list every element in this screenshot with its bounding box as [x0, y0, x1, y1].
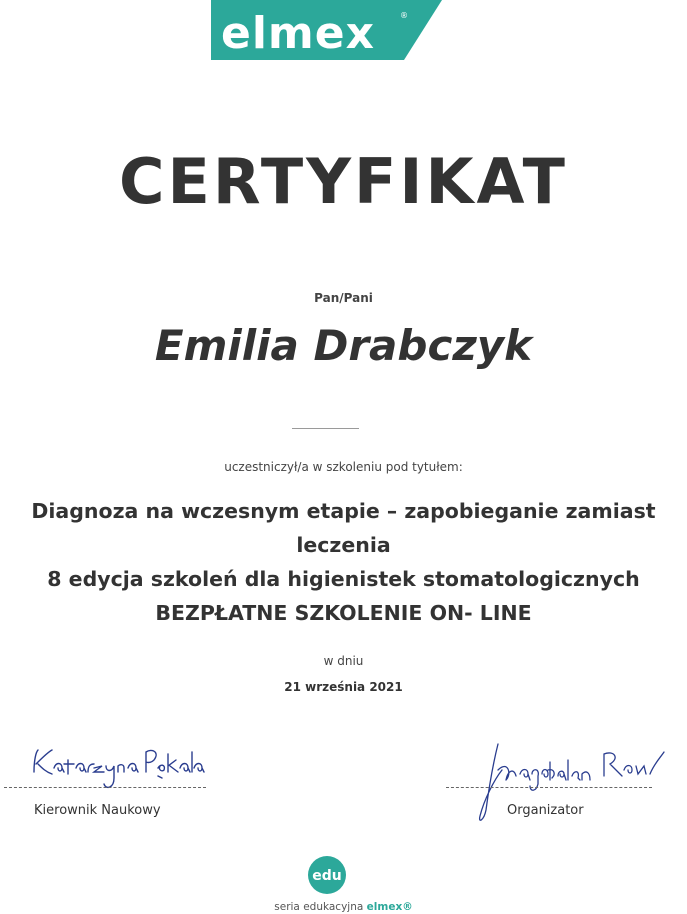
badge-text: edu — [312, 868, 342, 884]
signature-line-left — [4, 787, 206, 788]
course-line: 8 edycja szkoleń dla higienistek stomatologicznych — [47, 567, 640, 591]
series-text: seria edukacyjna — [274, 901, 364, 913]
elmex-logo — [211, 0, 442, 60]
divider — [292, 428, 359, 429]
intro-text: uczestniczył/a w szkoleniu pod tytułem: — [224, 460, 463, 474]
role-label-right: Organizator — [507, 803, 584, 818]
signature-line-right — [446, 787, 652, 788]
signature-left — [28, 738, 208, 794]
edu-badge-icon — [307, 855, 347, 895]
recipient-name: Emilia Drabczyk — [154, 321, 533, 370]
course-title — [0, 494, 687, 630]
salutation: Pan/Pani — [314, 291, 373, 305]
logo-text: elmex — [221, 8, 375, 59]
role-label-left: Kierownik Naukowy — [34, 803, 161, 818]
event-date: 21 września 2021 — [284, 680, 403, 694]
certificate-title: CERTYFIKAT — [119, 145, 568, 218]
course-line: Diagnoza na wczesnym etapie – zapobieganie zamiast — [31, 499, 656, 523]
footer-series — [0, 901, 687, 913]
series-brand: elmex® — [366, 901, 413, 913]
course-line: BEZPŁATNE SZKOLENIE ON- LINE — [155, 601, 532, 625]
svg-text:®: ® — [400, 11, 408, 20]
course-line: leczenia — [296, 533, 391, 557]
on-day-label: w dniu — [323, 654, 364, 668]
